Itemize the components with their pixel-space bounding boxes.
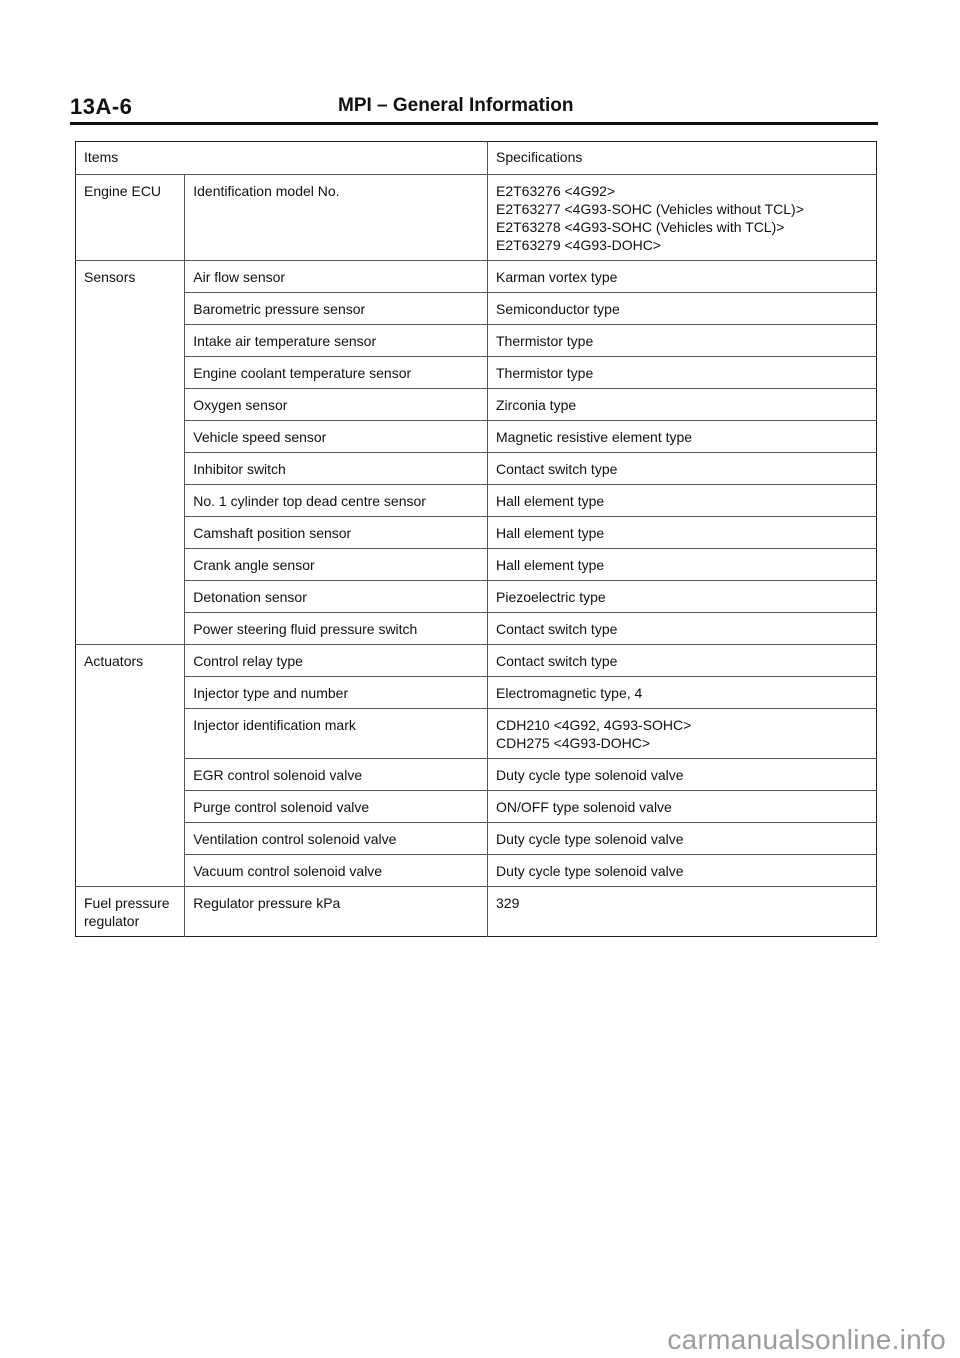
row-group-cell: Sensors [76,261,185,293]
row-group-cell [76,823,185,855]
row-item-cell: Control relay type [185,645,488,677]
table-row [76,421,877,453]
table-row [76,791,877,823]
row-spec-cell: CDH210 <4G92, 4G93-SOHC> CDH275 <4G93-DOHC> [488,709,877,759]
row-group-cell [76,453,185,485]
row-group-cell [76,549,185,581]
row-item-cell: Injector identification mark [185,709,488,759]
table-header-row [76,142,877,175]
page-number: 13A-6 [70,94,133,119]
row-item-cell: Regulator pressure kPa [185,887,488,937]
table-row [76,887,877,937]
row-item-cell: No. 1 cylinder top dead centre sensor [185,485,488,517]
row-spec-cell: Zirconia type [488,389,877,421]
row-group-cell [76,855,185,887]
row-spec-cell: Semiconductor type [488,293,877,325]
row-spec-cell: Duty cycle type solenoid valve [488,823,877,855]
row-group-cell: Actuators [76,645,185,677]
row-item-cell: Intake air temperature sensor [185,325,488,357]
column-header-items: Items [84,149,119,165]
row-spec-cell: Duty cycle type solenoid valve [488,855,877,887]
row-group-cell [76,517,185,549]
row-item-cell: Camshaft position sensor [185,517,488,549]
row-item-cell: Engine coolant temperature sensor [185,357,488,389]
page-title: MPI – General Information [338,95,574,116]
row-spec-cell: Magnetic resistive element type [488,421,877,453]
watermark: carmanualsonline.info [667,1324,946,1355]
row-group-cell [76,389,185,421]
row-item-cell: Detonation sensor [185,581,488,613]
row-item-cell: Identification model No. [185,175,488,261]
table-row [76,581,877,613]
row-group-cell: Fuel pressure regulator [76,887,185,937]
row-spec-cell: Thermistor type [488,325,877,357]
table-row [76,709,877,759]
row-spec-cell: E2T63276 <4G92> E2T63277 <4G93-SOHC (Vehicles without TCL)> E2T63278 <4G93-SOHC (Vehicles with TCL)> E2T63279 <4G93-DOHC> [488,175,877,261]
table-row [76,357,877,389]
table-row [76,613,877,645]
row-item-cell: EGR control solenoid valve [185,759,488,791]
table-row [76,549,877,581]
row-group-cell: Engine ECU [76,175,185,261]
table-row [76,823,877,855]
table-row [76,677,877,709]
row-item-cell: Air flow sensor [185,261,488,293]
table-row [76,759,877,791]
table-row [76,453,877,485]
table-row [76,389,877,421]
row-group-cell [76,791,185,823]
row-group-cell [76,709,185,759]
row-group-cell [76,759,185,791]
table-row [76,485,877,517]
specifications-table [75,141,877,937]
row-group-cell [76,293,185,325]
row-item-cell: Purge control solenoid valve [185,791,488,823]
row-item-cell: Power steering fluid pressure switch [185,613,488,645]
row-spec-cell: Hall element type [488,517,877,549]
row-spec-cell: 329 [488,887,877,937]
row-item-cell: Ventilation control solenoid valve [185,823,488,855]
row-spec-cell: Duty cycle type solenoid valve [488,759,877,791]
row-item-cell: Vacuum control solenoid valve [185,855,488,887]
table-row [76,855,877,887]
table-row [76,175,877,261]
table-row [76,517,877,549]
row-spec-cell: Contact switch type [488,453,877,485]
row-group-cell [76,421,185,453]
row-spec-cell: Hall element type [488,485,877,517]
row-spec-cell: ON/OFF type solenoid valve [488,791,877,823]
row-item-cell: Barometric pressure sensor [185,293,488,325]
row-spec-cell: Contact switch type [488,613,877,645]
row-group-cell [76,357,185,389]
row-spec-cell: Thermistor type [488,357,877,389]
row-item-cell: Inhibitor switch [185,453,488,485]
page-header [70,90,878,125]
row-group-cell [76,613,185,645]
row-item-cell: Crank angle sensor [185,549,488,581]
row-group-cell [76,325,185,357]
row-spec-cell: Piezoelectric type [488,581,877,613]
row-spec-cell: Electromagnetic type, 4 [488,677,877,709]
row-spec-cell: Contact switch type [488,645,877,677]
row-group-cell [76,485,185,517]
table-row [76,261,877,293]
row-item-cell: Injector type and number [185,677,488,709]
row-item-cell: Vehicle speed sensor [185,421,488,453]
row-spec-cell: Karman vortex type [488,261,877,293]
row-spec-cell: Hall element type [488,549,877,581]
table-row [76,325,877,357]
row-group-cell [76,677,185,709]
row-group-cell [76,581,185,613]
row-item-cell: Oxygen sensor [185,389,488,421]
table-row [76,293,877,325]
table-row [76,645,877,677]
column-header-specifications: Specifications [488,142,877,175]
